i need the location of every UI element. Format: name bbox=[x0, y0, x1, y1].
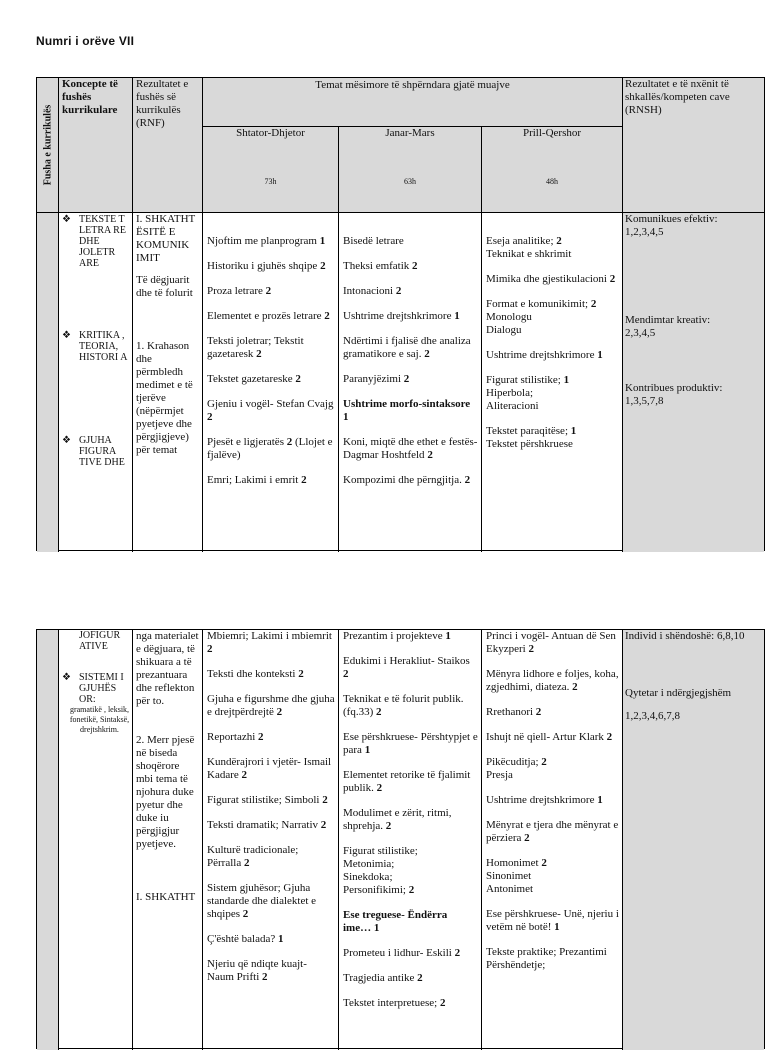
topic-item: Tekstet interpretuese; 2 bbox=[343, 997, 446, 1009]
period-hours: 48h bbox=[546, 177, 558, 186]
topic-item: Mënyra lidhore e foljes, koha, zgjedhimi, diateza. 2 bbox=[486, 668, 619, 693]
topic-item: Gjeniu i vogël- Stefan Cvajg 2 bbox=[207, 398, 334, 423]
topic-item: Mimika dhe gjestikulacioni 2 bbox=[486, 273, 616, 285]
field-body-cell bbox=[37, 213, 58, 552]
topic-item: Rrethanori 2 bbox=[486, 706, 542, 718]
topics-col-2 bbox=[338, 213, 481, 552]
bullet-icon: ❖ bbox=[62, 330, 71, 341]
topic-item: Mënyrat e tjera dhe mënyrat e përziera 2 bbox=[486, 819, 619, 844]
topic-item: Proza letrare 2 bbox=[207, 285, 272, 297]
topics-col-3 bbox=[481, 630, 622, 1050]
topic-item: Sistem gjuhësor; Gjuha standarde dhe dialektet e shqipes 2 bbox=[207, 882, 317, 920]
topic-item: Figurat stilistike; 1 Hiperbola; Aliteracioni bbox=[486, 374, 570, 412]
topic-item: Princi i vogël- Antuan dë Sen Ekyzperi 2 bbox=[486, 630, 616, 655]
rnsh-label: Mendimtar kreativ: bbox=[625, 314, 711, 326]
topic-item: Ushtrime drejtshkrimore 1 bbox=[343, 310, 460, 322]
topic-item: Elementet retorike të fjalimit publik. 2 bbox=[343, 769, 471, 794]
period-name: Shtator-Dhjetor bbox=[236, 127, 305, 139]
topic-item: Njeriu që ndiqte kuajt- Naum Prifti 2 bbox=[207, 958, 307, 983]
topic-item: Ese treguese- Ëndërra ime… 1 bbox=[343, 909, 448, 934]
topic-item: Bisedë letrare bbox=[343, 235, 404, 247]
topics-col-3 bbox=[481, 213, 622, 552]
topic-item: Format e komunikimit; 2 Monologu Dialogu bbox=[486, 298, 597, 336]
period-name: Prill-Qershor bbox=[522, 127, 582, 139]
topic-item: Teksti dhe konteksti 2 bbox=[207, 668, 304, 680]
rnf-item-1: 1. Krahason dhe përmbledh medimet e të tjerëve (nëpërmjet pyetjeve dhe përgjigjeve) për temat bbox=[136, 340, 193, 456]
topic-item: Ushtrime morfo-sintaksore 1 bbox=[343, 398, 471, 423]
topic-item: Tekstet paraqitëse; 1 Tekstet përshkruese bbox=[486, 425, 577, 450]
topic-item: Kulturë tradicionale; Përralla 2 bbox=[207, 844, 299, 869]
topic-item: Tragjedia antike 2 bbox=[343, 972, 423, 984]
topic-item: Teknikat e të folurit publik. (fq.33) 2 bbox=[343, 693, 464, 718]
bullet-icon: ❖ bbox=[62, 435, 71, 446]
rnsh-cell bbox=[622, 630, 764, 1050]
topic-item: Emri; Lakimi i emrit 2 bbox=[207, 474, 307, 486]
topic-item: Reportazhi 2 bbox=[207, 731, 264, 743]
concept-item-4: ❖ SISTEMI I GJUHËS OR: bbox=[62, 672, 124, 705]
rnsh-item: Qytetar i ndërgjegjshëm bbox=[625, 687, 732, 699]
topic-item: Kompozimi dhe përngjitja. 2 bbox=[343, 474, 471, 486]
topic-item: Edukimi i Herakliut- Staikos 2 bbox=[343, 655, 470, 680]
page-title: Numri i orëve VII bbox=[36, 34, 135, 48]
rnsh-numbers: 1,2,3,4,6,7,8 bbox=[625, 710, 680, 722]
topic-item: Figurat stilistike; Metonimia; Sinekdoka; Personifikimi; 2 bbox=[343, 845, 418, 896]
rnsh-label: Komunikues efektiv: bbox=[625, 213, 718, 225]
curriculum-table-1 bbox=[36, 77, 765, 551]
period-header-1 bbox=[202, 127, 338, 213]
topic-item: Ese përshkruese- Unë, njeriu i vetëm në botë! 1 bbox=[486, 908, 619, 933]
concepts-header: Koncepte të fushës kurrikulare bbox=[58, 78, 132, 213]
curriculum-table-2 bbox=[36, 629, 765, 1049]
topic-item: Theksi emfatik 2 bbox=[343, 260, 418, 272]
rnsh-numbers: 2,3,4,5 bbox=[625, 327, 656, 339]
topic-item: Teksti joletrar; Tekstit gazetaresk 2 bbox=[207, 335, 304, 360]
rnsh-header: Rezultatet e të nxënit të shkallës/kompeten cave (RNSH) bbox=[622, 78, 764, 213]
period-hours: 73h bbox=[264, 177, 277, 186]
topic-item: Ushtrime drejtshkrimore 1 bbox=[486, 794, 603, 806]
topic-item: Elementet e prozës letrare 2 bbox=[207, 310, 330, 322]
rnsh-numbers: 1,3,5,7,8 bbox=[625, 395, 664, 407]
topic-item: Teksti dramatik; Narrativ 2 bbox=[207, 819, 327, 831]
concept-item-1: ❖ TEKSTE T LETRA RE DHE JOLETR ARE bbox=[62, 214, 126, 269]
concept-item-2: ❖ KRITIKA , TEORIA, HISTORI A bbox=[62, 330, 128, 363]
concept-sub: gramatikë , leksik, fonetikë, Sintaksë, drejtshkrim. bbox=[69, 705, 130, 734]
rnsh-numbers: 1,2,3,4,5 bbox=[625, 226, 664, 238]
concepts-cell bbox=[58, 213, 132, 552]
bullet-icon: ❖ bbox=[62, 214, 71, 225]
topics-header: Temat mësimore të shpërndara gjatë muajve bbox=[202, 78, 622, 127]
concept-continued: JOFIGUR ATIVE bbox=[79, 630, 121, 652]
bullet-icon: ❖ bbox=[62, 672, 71, 683]
topic-item: Pikëcuditja; 2 Presja bbox=[486, 756, 547, 781]
topic-item: Ndërtimi i fjalisë dhe analiza gramatikore e saj. 2 bbox=[343, 335, 471, 360]
topic-item: Pjesët e ligjeratës 2 (Llojet e fjalëve) bbox=[207, 436, 333, 461]
topic-item: Koni, miqtë dhe ethet e festës- Dagmar Hoshtfeld 2 bbox=[343, 436, 478, 461]
rnf-cell bbox=[132, 630, 202, 1050]
rnf-sub: Të dëgjuarit dhe të folurit bbox=[136, 274, 193, 299]
rnf-cell bbox=[132, 213, 202, 552]
rnf-item-2: 2. Merr pjesë në biseda shoqërore mbi tema të njohura duke pyetur dhe duke iu përgjigjur pyetjeve. bbox=[136, 734, 195, 850]
topic-item: Modulimet e zërit, ritmi, shprehja. 2 bbox=[343, 807, 452, 832]
topic-item: Ishujt në qiell- Artur Klark 2 bbox=[486, 731, 613, 743]
topic-item: Eseja analitike; 2 Teknikat e shkrimit bbox=[486, 235, 572, 260]
topic-item: Intonacioni 2 bbox=[343, 285, 402, 297]
topic-item: Ese përshkruese- Përshtypjet e para 1 bbox=[343, 731, 478, 756]
topic-item: Kundërajrori i vjetër- Ismail Kadare 2 bbox=[207, 756, 332, 781]
topic-item: Prezantim i projekteve 1 bbox=[343, 630, 451, 642]
period-header-2 bbox=[338, 127, 481, 213]
topic-item: Homonimet 2 Sinonimet Antonimet bbox=[486, 857, 547, 895]
topic-item: Paranyjëzimi 2 bbox=[343, 373, 410, 385]
topics-col-1 bbox=[202, 630, 338, 1050]
period-header-3 bbox=[481, 127, 622, 213]
period-hours: 63h bbox=[404, 177, 416, 186]
rnsh-item: Individ i shëndoshë: 6,8,10 bbox=[625, 630, 745, 642]
topic-item: Ç'është balada? 1 bbox=[207, 933, 284, 945]
topic-item: Figurat stilistike; Simboli 2 bbox=[207, 794, 328, 806]
concepts-cell bbox=[58, 630, 132, 1050]
field-body-cell bbox=[37, 630, 58, 1050]
concept-item-3: ❖ GJUHA FIGURA TIVE DHE bbox=[62, 435, 125, 468]
topic-item: Tekste praktike; Prezantimi Përshëndetje; bbox=[486, 946, 607, 971]
topic-item: Ushtrime drejtshkrimore 1 bbox=[486, 349, 603, 361]
rnf-title: I. SHKATHT ËSITË E KOMUNIK IMIT bbox=[136, 213, 196, 264]
field-header-vertical: Fusha e kurrikulës bbox=[42, 104, 53, 186]
topic-item: Gjuha e figurshme dhe gjuha e drejtpërdrejtë 2 bbox=[207, 693, 335, 718]
rnf-continued: nga materialet e dëgjuara, të shikuara a të prezantuara dhe reflekton për to. bbox=[136, 630, 199, 707]
topic-item: Njoftim me planprogram 1 bbox=[207, 235, 326, 247]
rnsh-cell bbox=[622, 213, 764, 552]
rnf-tail: I. SHKATHT bbox=[136, 891, 196, 903]
topic-item: Prometeu i lidhur- Eskili 2 bbox=[343, 947, 461, 959]
field-header-cell bbox=[37, 78, 58, 213]
topics-col-1 bbox=[202, 213, 338, 552]
topics-col-2 bbox=[338, 630, 481, 1050]
topic-item: Historiku i gjuhës shqipe 2 bbox=[207, 260, 326, 272]
topic-item: Mbiemri; Lakimi i mbiemrit 2 bbox=[207, 630, 332, 655]
period-name: Janar-Mars bbox=[385, 127, 435, 139]
rnsh-label: Kontribues produktiv: bbox=[625, 382, 723, 394]
rnf-header: Rezultatet e fushës së kurrikulës (RNF) bbox=[132, 78, 202, 213]
topic-item: Tekstet gazetareske 2 bbox=[207, 373, 301, 385]
